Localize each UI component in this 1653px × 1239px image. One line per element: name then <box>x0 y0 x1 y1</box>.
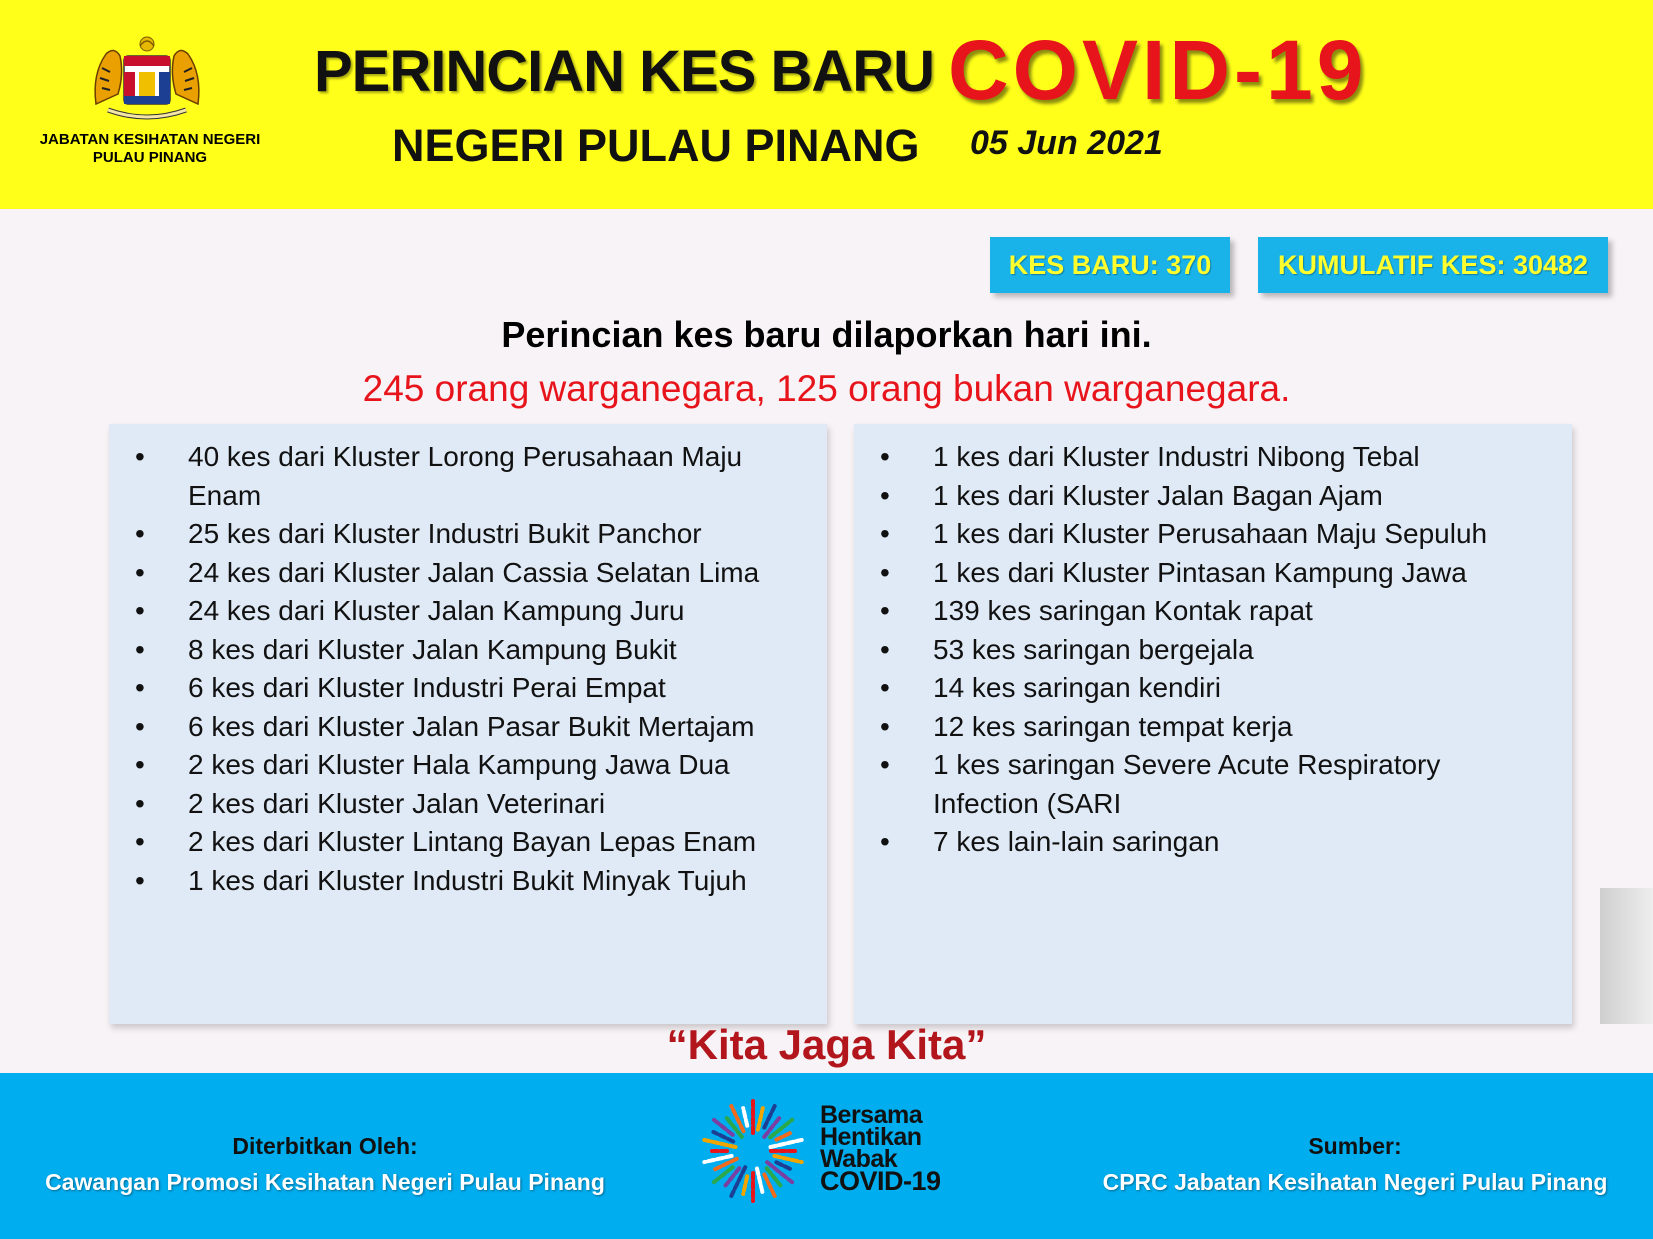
bullet-icon: • <box>135 864 145 896</box>
bullet-icon: • <box>135 441 145 472</box>
case-text: 6 kes dari Kluster Industri Perai Empat <box>188 672 666 703</box>
published-by-value: Cawangan Promosi Kesihatan Negeri Pulau Pinang <box>45 1169 605 1195</box>
case-list-item <box>129 631 807 670</box>
case-list-item <box>874 708 1552 747</box>
bullet-icon: • <box>880 710 890 742</box>
case-list-item <box>874 631 1552 670</box>
case-text: 6 kes dari Kluster Jalan Pasar Bukit Mertajam <box>188 710 755 742</box>
case-list-item <box>129 708 807 747</box>
case-list-item <box>874 554 1552 593</box>
bullet-icon: • <box>135 710 145 742</box>
header-banner <box>0 0 1653 209</box>
case-text: 1 kes dari Kluster Pintasan Kampung Jawa <box>933 556 1467 588</box>
case-text: 1 kes dari Kluster Industri Nibong Tebal <box>933 441 1420 472</box>
bullet-icon: • <box>135 595 145 626</box>
bullet-icon: • <box>135 672 145 703</box>
bullet-icon: • <box>880 518 890 549</box>
campaign-line-4: COVID-19 <box>820 1166 941 1196</box>
agency-line-2: PULAU PINANG <box>92 149 208 166</box>
campaign-line-2: Hentikan <box>820 1123 922 1151</box>
report-date: 05 Jun 2021 <box>970 124 1163 162</box>
page-title: PERINCIAN KES BARU <box>314 39 935 104</box>
bullet-icon: • <box>880 633 890 665</box>
new-cases-badge: KES BARU: 370 <box>990 237 1230 293</box>
agency-name <box>20 131 280 167</box>
summary-subheading: 245 orang warganegara, 125 orang bukan warganegara. <box>362 368 1291 409</box>
case-text: 1 kes saringan Severe Acute Respiratory Infection (SARI <box>933 749 1441 819</box>
case-text: 1 kes dari Kluster Perusahaan Maju Sepuluh <box>933 518 1488 549</box>
bullet-icon: • <box>880 441 890 472</box>
bullet-icon: • <box>880 672 890 703</box>
case-text: 25 kes dari Kluster Industri Bukit Panchor <box>188 518 702 549</box>
case-text: 139 kes saringan Kontak rapat <box>933 595 1313 626</box>
case-text: 12 kes saringan tempat kerja <box>933 710 1293 742</box>
case-text: 14 kes saringan kendiri <box>933 672 1221 703</box>
case-text: 1 kes dari Kluster Jalan Bagan Ajam <box>933 479 1383 511</box>
case-text: 53 kes saringan bergejala <box>933 633 1254 665</box>
state-title: NEGERI PULAU PINANG <box>392 120 920 171</box>
case-text: 40 kes dari Kluster Lorong Perusahaan Maju Enam <box>188 441 743 511</box>
campaign-burst-icon <box>700 1098 806 1204</box>
case-list-item <box>129 785 807 824</box>
right-case-panel <box>854 424 1572 1024</box>
source-value: CPRC Jabatan Kesihatan Negeri Pulau Pinang <box>1102 1169 1608 1195</box>
source-label: Sumber: <box>1308 1133 1402 1159</box>
bullet-icon: • <box>135 556 145 588</box>
agency-line-1: JABATAN KESIHATAN NEGERI <box>39 131 261 148</box>
case-text: 2 kes dari Kluster Jalan Veterinari <box>188 787 606 819</box>
bullet-icon: • <box>880 479 890 511</box>
coat-of-arms-icon <box>88 34 206 124</box>
case-list-item <box>874 592 1552 631</box>
published-by-label: Diterbitkan Oleh: <box>232 1133 418 1159</box>
left-case-panel <box>109 424 827 1024</box>
case-list-item <box>874 823 1552 862</box>
case-list-item <box>874 438 1552 477</box>
bullet-icon: • <box>880 749 890 780</box>
campaign-line-3: Wabak <box>820 1145 898 1173</box>
bullet-icon: • <box>135 826 145 857</box>
bullet-icon: • <box>880 595 890 626</box>
slogan: “Kita Jaga Kita” <box>666 1021 987 1068</box>
bullet-icon: • <box>880 556 890 588</box>
campaign-wordmark <box>820 1101 941 1196</box>
cumulative-cases-badge: KUMULATIF KES: 30482 <box>1258 237 1608 293</box>
case-list-item <box>129 554 807 593</box>
bullet-icon: • <box>135 787 145 819</box>
case-list-item <box>874 669 1552 708</box>
case-text: 24 kes dari Kluster Jalan Cassia Selatan Lima <box>188 556 760 588</box>
bullet-icon: • <box>135 749 145 780</box>
case-list-item <box>129 746 807 785</box>
decorative-shadow <box>1600 888 1653 1024</box>
case-list-item <box>129 438 807 515</box>
summary-heading: Perincian kes baru dilaporkan hari ini. <box>501 314 1152 355</box>
case-list-item <box>874 746 1552 823</box>
left-case-list <box>109 424 827 900</box>
right-case-list <box>854 424 1572 862</box>
case-list-item <box>129 823 807 862</box>
case-list-item <box>874 515 1552 554</box>
campaign-line-1: Bersama <box>820 1101 923 1129</box>
case-list-item <box>129 515 807 554</box>
bullet-icon: • <box>880 826 890 857</box>
case-text: 2 kes dari Kluster Lintang Bayan Lepas Enam <box>188 826 757 857</box>
case-text: 7 kes lain-lain saringan <box>933 826 1220 857</box>
case-list-item <box>874 477 1552 516</box>
bullet-icon: • <box>135 518 145 549</box>
covid-title: COVID-19 <box>948 23 1368 117</box>
case-list-item <box>129 592 807 631</box>
case-text: 8 kes dari Kluster Jalan Kampung Bukit <box>188 633 677 665</box>
case-list-item <box>129 862 807 901</box>
case-text: 24 kes dari Kluster Jalan Kampung Juru <box>188 595 685 626</box>
case-text: 2 kes dari Kluster Hala Kampung Jawa Dua <box>188 749 730 780</box>
bullet-icon: • <box>135 633 145 665</box>
case-list-item <box>129 669 807 708</box>
case-text: 1 kes dari Kluster Industri Bukit Minyak Tujuh <box>188 864 747 896</box>
